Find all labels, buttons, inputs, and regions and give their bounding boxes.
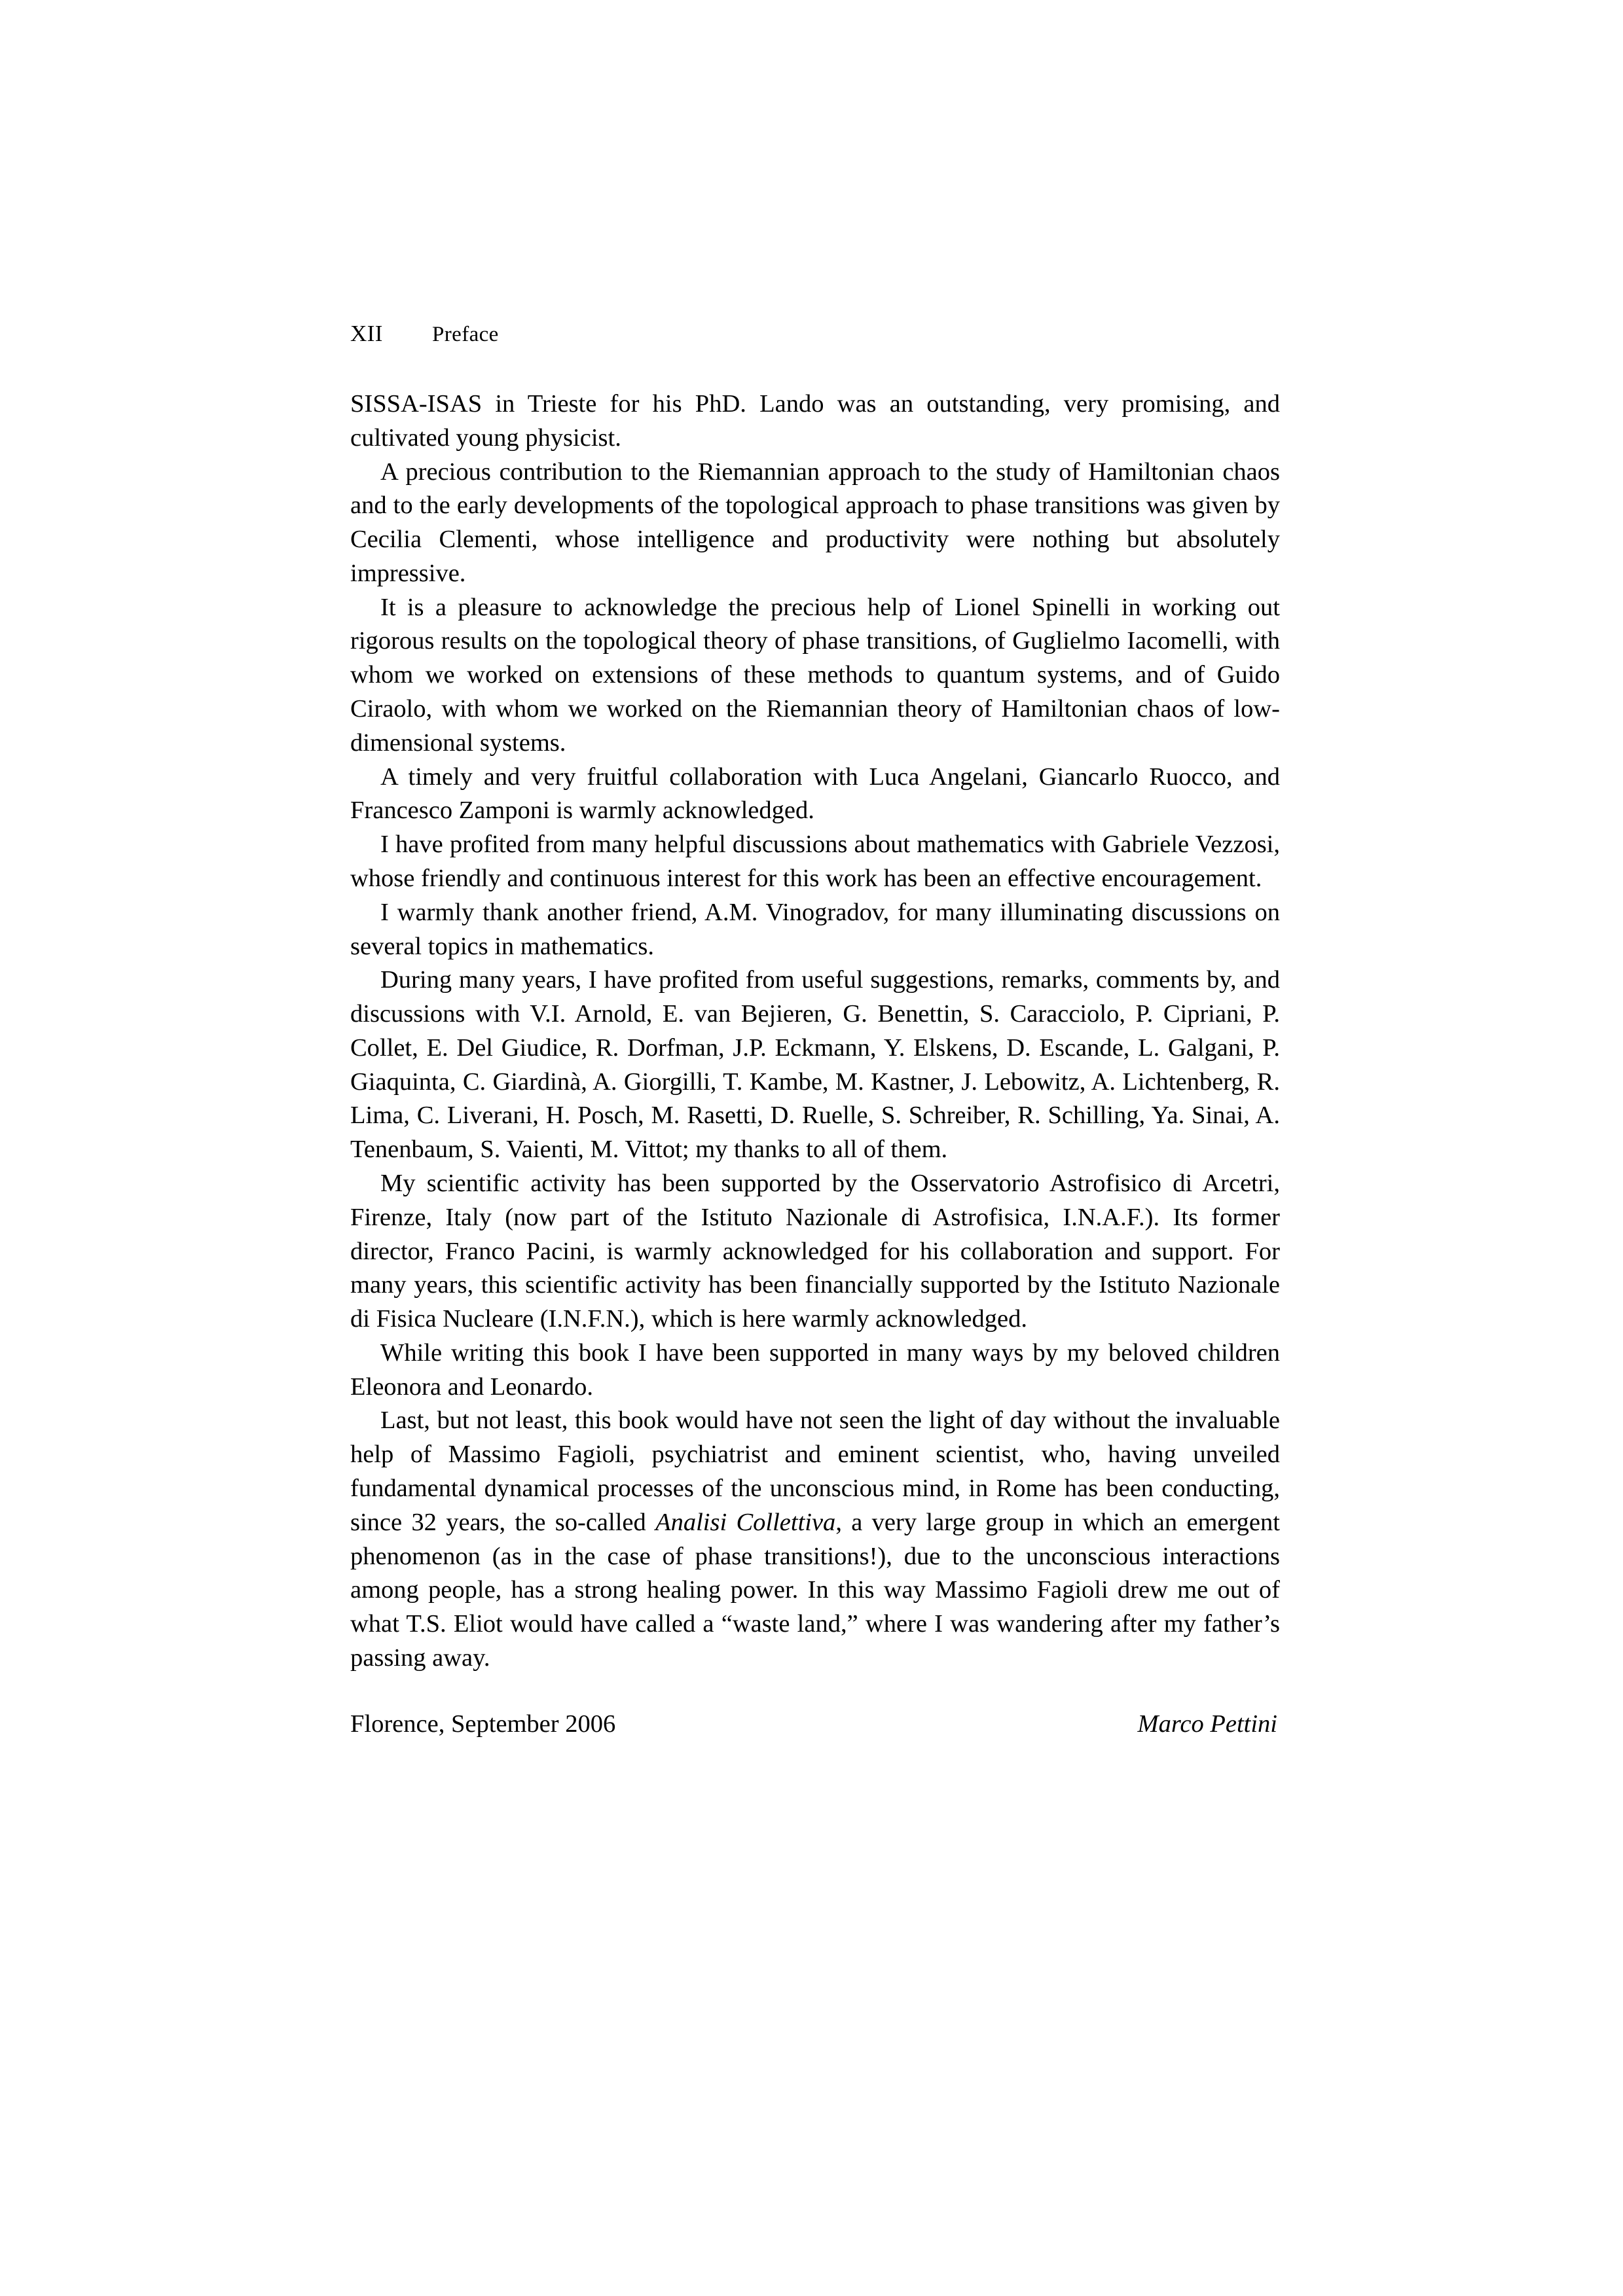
paragraph: During many years, I have profited from useful suggestions, remarks, comments by, and discussions with V.I. Arnold, E. van Bejieren, G. Benettin, S. Caracciolo, P. Cipriani, P. Collet, E. Del Giudice, R. Dorfman, J.P. Eckmann, Y. Elskens, D. Escande, L. Galgani, P. Giaquinta, C. Giardinà, A. Giorgilli, T. Kambe, M. Kastner, J. Lebowitz, A. Lichtenberg, R. Lima, C. Liverani, H. Posch, M. Rasetti, D. Ruelle, S. Schreiber, R. Schilling, Ya. Sinai, A. Tenenbaum, S. Vaienti, M. Vittot; my thanks to all of them. xyxy=(350,966,1280,1164)
paragraph: A timely and very fruitful collaboration with Luca Angelani, Giancarlo Ruocco, and Francesco Zamponi is warmly acknowledged. xyxy=(350,762,1280,825)
paragraph: I warmly thank another friend, A.M. Vinogradov, for many illuminating discussions on several topics in mathematics. xyxy=(350,898,1280,960)
paragraph: I have profited from many helpful discussions about mathematics with Gabriele Vezzosi, whose friendly and continuous interest for this work has been an effective encouragement. xyxy=(350,831,1280,892)
running-head xyxy=(350,321,1280,347)
paragraph: It is a pleasure to acknowledge the precious help of Lionel Spinelli in working out rigorous results on the topological theory of phase transitions, of Guglielmo Iacomelli, with whom we worked on extensions of these methods to quantum systems, and of Guido Ciraolo, with whom we worked on the Riemannian theory of Hamiltonian chaos of low-dimensional systems. xyxy=(350,593,1280,757)
paragraph: While writing this book I have been supported in many ways by my beloved children Eleonora and Leonardo. xyxy=(350,1338,1280,1401)
page-number: XII xyxy=(350,321,383,346)
paragraph: A precious contribution to the Riemannian approach to the study of Hamiltonian chaos and to the early developments of the topological approach to phase transitions was given by Cecilia Clementi, whose intelligence and productivity were nothing but absolutely impressive. xyxy=(350,457,1280,587)
paragraph-final xyxy=(350,1404,1280,1675)
running-head-title: Preface xyxy=(432,323,499,346)
final-segment-2: , a very large group in which an emergent phenomenon (as in the case of phase transitions!), due to the unconscious interactions among people, has a strong healing power. In this way Massimo Fagioli drew me out of what T.S. Eliot would have called a “waste land,” where I was wandering after my father’s passing away. xyxy=(350,1508,1280,1672)
signature-place-date: Florence, September 2006 xyxy=(350,1710,616,1738)
page-content xyxy=(350,321,1280,1738)
signature-author: Marco Pettini xyxy=(1137,1710,1277,1738)
final-segment-1: Last, but not least, this book would have not seen the light of day without the invaluable help of Massimo Fagioli, psychiatrist and eminent scientist, who, having unveiled fundamental dynamical processes of the unconscious mind, in Rome has been conducting, since 32 years, the so-called xyxy=(350,1407,1280,1536)
signature-block xyxy=(350,1710,1280,1738)
paragraph: My scientific activity has been supported by the Osservatorio Astrofisico di Arcetri, Firenze, Italy (now part of the Istituto Nazionale di Astrofisica, I.N.A.F.). Its former director, Franco Pacini, is warmly acknowledged for his collaboration and support. For many years, this scientific activity has been financially supported by the Istituto Nazionale di Fisica Nucleare (I.N.F.N.), which is here warmly acknowledged. xyxy=(350,1169,1280,1333)
final-italic-title: Analisi Collettiva xyxy=(655,1508,836,1536)
paragraph: SISSA-ISAS in Trieste for his PhD. Lando was an outstanding, very promising, and cultivated young physicist. xyxy=(350,390,1280,452)
